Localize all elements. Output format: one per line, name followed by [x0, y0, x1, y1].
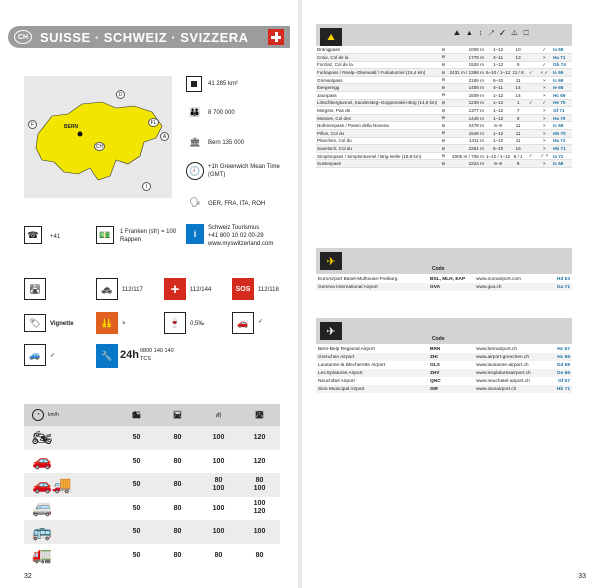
pass-altitude: 1239 m — [448, 99, 484, 107]
pass-gradient: 11 — [511, 122, 525, 130]
airport-name: Bern-Belp Regional Airport — [318, 346, 375, 352]
neighbor-label-fl: FL — [148, 118, 159, 127]
pass-caravan-allowed: × — [537, 84, 553, 92]
pass-open-months: 1–12 — [485, 137, 511, 145]
airport-website[interactable]: www.lausanne-airport.ch — [476, 362, 529, 368]
pass-altitude: 2431 m / 1366 m — [449, 70, 484, 76]
speed-cell: 80 — [173, 528, 182, 536]
map-reference[interactable]: Ge 66 — [544, 369, 572, 377]
airport-website[interactable]: www.neuchatel-airport.ch — [476, 378, 530, 384]
map-graphic — [24, 76, 172, 198]
population-icon: 👪 — [189, 106, 201, 117]
roadside-club: TCS — [140, 356, 151, 362]
pass-altitude: 1445 m — [448, 114, 484, 122]
pass-caravan-allowed: × ✓ — [537, 69, 553, 77]
speed-cell: 100 — [253, 528, 266, 536]
map-reference[interactable]: Ie 66 — [552, 84, 572, 92]
speed-cell: 80 100 — [253, 476, 266, 492]
ferry-icon: ⊖ — [438, 69, 448, 77]
ferry-icon: ⊖ — [438, 54, 448, 62]
safety-vest-icon: 🦺 — [96, 312, 118, 334]
table-row — [316, 152, 572, 160]
airport-code: ZHI — [428, 353, 474, 361]
pass-caravan-allowed: ✓ × — [537, 152, 553, 160]
pass-caravan-allowed: × — [537, 92, 553, 100]
pass-trailer-allowed: ✓ — [525, 152, 537, 160]
airport-name: Les Eplatures Airport — [316, 369, 428, 377]
pass-altitude: 2165 m — [448, 76, 484, 84]
table-row — [316, 107, 572, 115]
ferry-icon: ⊖ — [438, 122, 448, 130]
pass-gradient: 14 — [511, 84, 525, 92]
pass-caravan-allowed: × — [537, 137, 553, 145]
ambulance-number: 112/144 — [190, 287, 212, 293]
ferry-icon: ⊖ — [438, 76, 448, 84]
pass-altitude: 2224 m — [448, 160, 484, 168]
map-reference[interactable]: Hb 71 — [544, 385, 572, 393]
pass-altitude: 1406 m — [448, 84, 484, 92]
pass-name: Morgins, Pas de — [316, 107, 438, 115]
map-reference[interactable]: Gb 74 — [552, 61, 572, 69]
airport-code: GLS — [430, 362, 440, 368]
pass-gradient: 7 — [511, 107, 525, 115]
area-value: 41 285 km² — [208, 81, 239, 87]
population-value: 8 700 000 — [208, 110, 235, 116]
pass-gradient: 11 — [511, 76, 525, 84]
speed-cell: 80 — [214, 551, 223, 559]
table-row — [316, 130, 572, 138]
ambulance-cross-icon: + — [164, 278, 186, 300]
airport-code: BRN — [430, 346, 441, 352]
pass-trailer-allowed — [525, 92, 537, 100]
pass-trailer-allowed — [525, 76, 537, 84]
table-row — [24, 497, 280, 521]
speed-cell: 80 — [173, 457, 182, 465]
map-reference[interactable]: Gf 67 — [558, 378, 570, 384]
code-column-header: Code — [432, 336, 445, 342]
pass-open-months: 4–11 — [485, 84, 511, 92]
pass-gradient: 11 / 8 — [512, 70, 524, 76]
table-row — [316, 283, 572, 291]
rural-road-icon: 🛤 — [173, 412, 182, 419]
country-header — [8, 26, 290, 48]
capital-value: Bern 135 000 — [208, 140, 245, 146]
languages-value: GER, FRA, ITA, ROH — [208, 201, 266, 207]
roadside-hours: 24h — [120, 349, 139, 361]
ferry-icon: ⊖ — [438, 84, 448, 92]
table-row — [316, 275, 572, 283]
car-icon: 🚗 — [32, 453, 52, 471]
page-number-right: 33 — [578, 573, 586, 580]
pass-gradient: 14 — [511, 92, 525, 100]
ferry-icon: ⊖ — [438, 92, 448, 100]
pass-altitude: 1509 m — [448, 92, 484, 100]
speed-cell: 120 — [253, 457, 266, 465]
airport-name: Lausanne-la Blecherette Airport — [318, 362, 386, 368]
motorway-icon: 🛣 — [255, 412, 264, 419]
map-reference[interactable]: Hb 70 — [552, 130, 572, 138]
pass-trailer-allowed: ✓ — [525, 99, 537, 107]
table-row — [24, 520, 280, 544]
speed-table-body — [24, 426, 280, 567]
pass-gradient: 11 — [511, 137, 525, 145]
table-row — [316, 369, 572, 377]
pass-caravan-allowed: ✓ — [537, 61, 553, 69]
ferry-icon: ⊖ — [438, 130, 448, 138]
table-row — [316, 61, 572, 69]
map-reference[interactable]: Hb 71 — [552, 145, 572, 153]
tourism-phone[interactable]: +41 800 10 02 00-29 — [208, 233, 264, 239]
pass-gradient: 9 — [511, 114, 525, 122]
map-reference[interactable]: Ic 69 — [552, 122, 572, 130]
pass-altitude: 1778 m — [448, 54, 484, 62]
pass-caravan-allowed: × — [537, 145, 553, 153]
map-reference[interactable]: Hc 69 — [552, 92, 572, 100]
airport-name: Sion Municipal Airport — [316, 385, 428, 393]
map-reference[interactable]: Ia 68 — [552, 46, 572, 54]
country-map — [24, 76, 172, 198]
roadside-number[interactable]: 0800 140 140 — [140, 348, 174, 354]
ferry-icon: ⊖ — [438, 107, 448, 115]
pass-altitude: 1546 m — [448, 130, 484, 138]
table-row — [316, 54, 572, 62]
airport-code: GVA — [428, 283, 474, 291]
pass-caravan-allowed: × — [537, 130, 553, 138]
speed-table-header — [24, 404, 280, 426]
pass-open-months: 6–9 — [485, 122, 511, 130]
currency-value: 1 Franken (sfr) = 100 Rappen — [120, 229, 177, 243]
speed-cell: 50 — [132, 551, 141, 559]
ferry-icon: ⊖ — [438, 137, 448, 145]
neighbor-label-d: D — [116, 90, 125, 99]
speed-cell: 80 — [173, 481, 182, 489]
map-reference[interactable]: He 70 — [552, 99, 572, 107]
towing-icon: 🚙 — [24, 344, 46, 366]
table-row — [316, 114, 572, 122]
table-row — [316, 92, 572, 100]
airport-name: Neuchâtel Airport — [318, 378, 355, 384]
pass-caravan-allowed: × — [537, 76, 553, 84]
speed-cell: 100 — [212, 434, 225, 442]
pass-column-icons: ⛰▲↕↗✓⚠☐ — [454, 30, 535, 37]
ferry-icon: ⊖ — [438, 99, 448, 107]
pass-caravan-allowed: × — [537, 54, 553, 62]
pass-trailer-allowed — [525, 84, 537, 92]
pass-altitude: 2005 m / 705 m — [448, 152, 484, 160]
pass-name: Forclaz, Col de la — [316, 61, 438, 69]
mountain-pass-icon: ⛰ — [320, 28, 342, 46]
speed-cell: 100 120 — [253, 500, 266, 516]
neighbor-label-i: I — [142, 182, 151, 191]
pass-caravan-allowed: ✓ — [537, 99, 553, 107]
neighbor-label-a: A — [160, 132, 169, 141]
table-row — [316, 99, 572, 107]
pass-name: Ibergeregg — [316, 84, 438, 92]
table-row — [24, 450, 280, 474]
pass-name: Nufenenpass / Passo della Novena — [316, 122, 438, 130]
pass-gradient: 11 — [511, 130, 525, 138]
airport-website[interactable]: www.lesplaturesairport.ch — [474, 369, 544, 377]
map-reference[interactable]: Hc 65 — [544, 353, 572, 361]
pass-name: Furkapass / Realp–Oberwald / Furkatunnel (15,4 km) — [316, 69, 438, 77]
phone-icon: ☎ — [24, 226, 42, 244]
pass-altitude: 1411 m — [448, 137, 484, 145]
airport-website[interactable]: www.bernairport.ch — [476, 346, 518, 352]
airport-website[interactable]: www.gva.ch — [474, 283, 544, 291]
capital-label: BERN — [64, 124, 79, 130]
page-number-left: 32 — [24, 573, 32, 580]
sos-number: 112/118 — [258, 287, 279, 293]
map-reference[interactable]: Ha 71 — [552, 54, 572, 62]
speed-cell: 80 — [173, 504, 182, 512]
pass-open-months: 1–12 — [485, 130, 511, 138]
map-reference[interactable]: Hc 67 — [557, 346, 570, 352]
pass-gradient: 10 — [511, 46, 525, 54]
airport-code: ZHV — [428, 369, 474, 377]
info-icon: i — [186, 224, 204, 244]
airport-website[interactable]: www.airport-grenchen.ch — [474, 353, 544, 361]
speed-cell: 50 — [132, 434, 141, 442]
code-column-header: Code — [432, 266, 445, 272]
urban-road-icon: 🏙 — [132, 412, 141, 419]
pass-open-months: 6–10 / 1–12 — [485, 70, 511, 76]
pass-gradient: 9 — [511, 61, 525, 69]
ferry-icon: ⊖ — [438, 46, 448, 54]
pass-trailer-allowed — [525, 130, 537, 138]
map-reference[interactable]: Ic 69 — [552, 69, 572, 77]
speed-unit: km/h — [48, 412, 59, 418]
table-row — [316, 46, 572, 54]
pass-open-months: 1–12 — [485, 92, 511, 100]
pass-altitude: 2251 m — [448, 145, 484, 153]
airport-code: BSL, MLH, EAP — [430, 276, 466, 282]
pass-caravan-allowed: ✓ — [537, 46, 553, 54]
pass-open-months: 6–10 — [485, 76, 511, 84]
speed-cell: 50 — [132, 457, 141, 465]
table-row — [316, 377, 572, 385]
pass-gradient: 9 — [511, 160, 525, 168]
tourism-name: Schweiz Tourismus — [208, 225, 260, 231]
pass-trailer-allowed — [525, 145, 537, 153]
pass-name: Sustenpass — [316, 160, 438, 168]
ferry-icon: ⊖ — [438, 152, 448, 160]
pass-altitude: 1526 m — [448, 61, 484, 69]
table-row — [316, 160, 572, 168]
pass-trailer-allowed — [525, 160, 537, 168]
pass-name: Brünigpass — [316, 46, 438, 54]
pass-altitude: 1377 m — [448, 107, 484, 115]
roadside-assistance-icon: 🔧 — [96, 344, 118, 368]
speed-cell: 80 100 — [212, 476, 225, 492]
pass-name: Mosses, Col des — [316, 114, 438, 122]
airport-website[interactable]: www.sionairport.ch — [474, 385, 544, 393]
headlights-rule: ✓ — [258, 319, 264, 325]
speed-cell: 100 — [212, 528, 225, 536]
country-marker: CH — [95, 143, 104, 150]
pass-trailer-allowed — [525, 46, 537, 54]
airport-name: Grenchen Airport — [316, 353, 428, 361]
pass-open-months: 4–11 — [485, 54, 511, 62]
country-code-badge: CH — [14, 30, 32, 44]
pass-trailer-allowed — [525, 54, 537, 62]
table-row — [316, 345, 572, 353]
pass-caravan-allowed: × — [537, 107, 553, 115]
pass-trailer-allowed — [525, 137, 537, 145]
pass-table-header — [316, 24, 572, 46]
pass-altitude: 2478 m — [448, 122, 484, 130]
alcohol-limit: 0,5‰ — [190, 321, 205, 327]
vest-rule: × — [122, 321, 126, 327]
speed-cell: 100 — [212, 504, 225, 512]
capital-icon: 🏛 — [189, 136, 201, 147]
pass-trailer-allowed — [525, 122, 537, 130]
airport-website[interactable]: www.euroairport.com — [476, 276, 522, 282]
pass-gradient: 1 — [511, 99, 525, 107]
area-icon — [186, 76, 202, 92]
airport-icon: ✈ — [320, 252, 342, 270]
airport-table-1 — [316, 275, 572, 291]
pass-name: Grimselpass — [316, 76, 438, 84]
speed-limit-table — [24, 404, 280, 568]
pass-trailer-allowed — [525, 114, 537, 122]
truck-icon: 🚛 — [32, 547, 52, 565]
country-phone-code: +41 — [50, 234, 61, 240]
map-reference[interactable]: Ic 68 — [552, 160, 572, 168]
pass-open-months: 6–9 — [485, 160, 511, 168]
country-title: SUISSE · SCHWEIZ · SVIZZERA — [40, 29, 249, 45]
speed-cell: 50 — [132, 528, 141, 536]
currency-icon: 💵 — [96, 226, 114, 244]
pass-name: Planches, Col du — [316, 137, 438, 145]
pass-caravan-allowed: × — [537, 122, 553, 130]
right-page — [302, 0, 600, 588]
map-reference[interactable]: Ic 69 — [552, 76, 572, 84]
map-reference[interactable]: Gf 71 — [552, 107, 572, 115]
table-row — [316, 385, 572, 393]
towing-rule: ✓ — [50, 353, 56, 359]
speedometer-icon: ◔ — [32, 409, 44, 421]
speed-cell: 80 — [173, 434, 182, 442]
pass-gradient: 13 — [511, 54, 525, 62]
pass-trailer-allowed — [525, 107, 537, 115]
table-row — [24, 473, 280, 497]
airport-table-2 — [316, 345, 572, 393]
time-zone: +1h Greenwich Mean Time (GMT) — [208, 164, 280, 178]
mountain-pass-table — [316, 46, 572, 168]
map-reference[interactable]: Hd 63 — [556, 276, 570, 282]
table-row — [316, 76, 572, 84]
table-row — [316, 122, 572, 130]
swiss-flag-icon — [268, 29, 284, 45]
airport-header-1 — [316, 248, 572, 274]
table-row — [316, 137, 572, 145]
airport-code: QNC — [430, 378, 441, 384]
tourism-info — [208, 224, 296, 248]
map-reference[interactable]: Ia 71 — [552, 152, 572, 160]
table-row — [316, 361, 572, 369]
motorcycle-icon: 🏍 — [32, 429, 53, 447]
table-row — [316, 353, 572, 361]
map-reference[interactable]: Ha 70 — [552, 114, 572, 122]
ferry-icon: ⊖ — [438, 145, 448, 153]
motorway-sign-icon: 🛣 — [24, 278, 46, 300]
expressway-icon: ⛙ — [216, 411, 221, 419]
pass-altitude: 1008 m — [448, 46, 484, 54]
speed-cell: 120 — [253, 434, 266, 442]
pass-open-months: 1–12 — [485, 99, 511, 107]
airport-code: SIR — [428, 385, 474, 393]
map-reference[interactable]: Gd 69 — [556, 362, 570, 368]
table-row — [316, 69, 572, 77]
speed-cell: 50 — [132, 481, 141, 489]
pass-open-months: 1–12 — [485, 46, 511, 54]
airport-icon: ✈ — [320, 322, 342, 340]
table-row — [316, 84, 572, 92]
camper-icon: 🚐 — [32, 500, 52, 518]
table-row — [24, 426, 280, 450]
pass-trailer-allowed: ✓ — [525, 69, 537, 77]
pass-name: Jaunpass — [316, 92, 438, 100]
pass-name: Sanetsch, Col du — [316, 145, 438, 153]
speed-cell: 80 — [255, 551, 264, 559]
alcohol-icon: 🍷 — [164, 312, 186, 334]
ferry-icon: ⊖ — [438, 160, 448, 168]
bus-icon: 🚌 — [32, 523, 52, 541]
pass-name: Simplonpass / Simplontunnel / Brig-Iselle (19,8 km) — [316, 152, 438, 160]
pass-open-months: 1–12 — [485, 107, 511, 115]
speed-cell: 50 — [132, 504, 141, 512]
pass-gradient: 16 — [511, 145, 525, 153]
language-icon: 🗣 — [189, 196, 201, 207]
pass-caravan-allowed: × — [537, 160, 553, 168]
pass-open-months: 1–12 / 1–12 — [485, 153, 511, 159]
map-reference[interactable]: Ga 71 — [544, 283, 572, 291]
pass-open-months: 1–12 — [485, 61, 511, 69]
police-number: 112/117 — [122, 287, 143, 293]
vignette-icon: 🏷 — [24, 314, 46, 332]
table-row — [316, 145, 572, 153]
ferry-icon: ⊖ — [438, 61, 448, 69]
headlights-icon: 🚗 — [232, 312, 254, 334]
pass-open-months: 1–12 — [485, 114, 511, 122]
airport-name: EuroAirport Basel-Mulhouse-Freiburg — [318, 276, 398, 282]
pass-open-months: 6–10 — [485, 145, 511, 153]
vignette-label: Vignette — [50, 321, 74, 327]
speed-cell: 100 — [212, 457, 225, 465]
ferry-icon: ⊖ — [438, 114, 448, 122]
pass-name: Lötschbergtunnel, Kandersteg–Goppenstein-Brig (14,6 km) — [317, 100, 438, 106]
pass-gradient: 9 / 1 — [511, 152, 525, 160]
speed-cell: 80 — [173, 551, 182, 559]
pass-name: Croix, Col de la — [316, 54, 438, 62]
car-trailer-icon: 🚗🚚 — [32, 476, 72, 494]
police-car-icon: 🚓 — [96, 278, 118, 300]
airport-header-2 — [316, 318, 572, 344]
left-page — [0, 0, 298, 588]
sos-icon: SOS — [232, 278, 254, 300]
table-row — [24, 544, 280, 568]
pass-name: Pillon, Col du — [316, 130, 438, 138]
map-reference[interactable]: Ha 72 — [552, 137, 572, 145]
pass-caravan-allowed: × — [537, 114, 553, 122]
clock-icon: 🕘 — [186, 162, 204, 180]
pass-trailer-allowed — [525, 61, 537, 69]
tourism-website[interactable]: www.myswitzerland.com — [208, 241, 274, 247]
neighbor-label-f: F — [28, 120, 37, 129]
airport-name: Geneva International Airport — [316, 283, 428, 291]
